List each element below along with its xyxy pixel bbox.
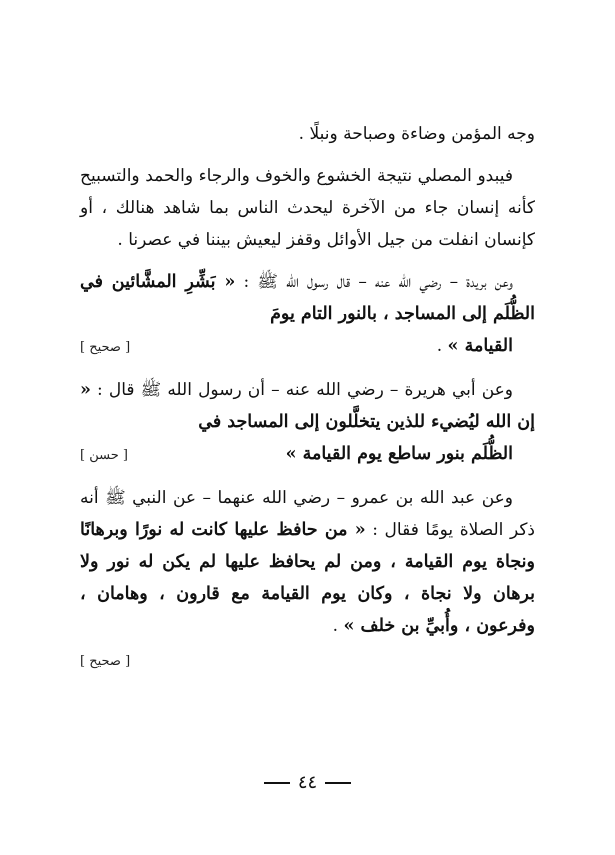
- grade-sahih-1: [ صحيح ]: [80, 340, 131, 355]
- hadith-buraydah-text-a: « بَشِّرِ المشَّائين في الظُّلَم إلى المساجد ، بالنور التام يومَ: [80, 272, 535, 324]
- grade-sahih-2: [ صحيح ]: [80, 654, 131, 669]
- paragraph-2-text: فيبدو المصلي نتيجة الخشوع والخوف والرجاء والحمد والتسبيح كأنه إنسان جاء من الآخرة ليحدث الناس بما شاهد هنالك ، أو كإنسان انفلت من جيل الأوائل وقفز ليعيش بيننا في عصرنا .: [80, 166, 535, 250]
- paragraph-1: [80, 118, 535, 150]
- hadith-abu-hurayrah-text-b: الظُّلَم بنور ساطع يوم القيامة »: [285, 444, 513, 464]
- paragraph-2: [80, 160, 535, 256]
- page-number-footer: [0, 772, 615, 793]
- hadith-abu-hurayrah-last-line: [80, 438, 535, 472]
- hadith-buraydah-last-line: [80, 330, 535, 364]
- hadith-abdullah-text: « من حافظ عليها كانت له نورًا وبرهانًا ونجاة يوم القيامة ، ومن لم يحافظ عليها لم يكن له نور ولا برهان ولا نجاة ، وكان يوم القيامة مع قارون ، وهامان ، وفرعون ، وأُبيِّ بن خلف »: [80, 520, 535, 636]
- hadith-abu-hurayrah-intro-b: قال :: [90, 380, 135, 400]
- hadith-buraydah-text-b: القيامة »: [447, 336, 513, 356]
- hadith-buraydah: [80, 266, 535, 364]
- hadith-buraydah-tail: [437, 330, 535, 362]
- folio-dash-left: [264, 782, 290, 784]
- hadith-abu-hurayrah-intro-a: وعن أبي هريرة – رضي الله عنه – أن رسول الله ﷺ: [140, 380, 514, 400]
- grade-hasan: [ حسن ]: [80, 448, 128, 463]
- page-number: ٤٤: [297, 772, 318, 793]
- hadith-buraydah-intro: وعن بريدة – رضي الله عنه – قال رسول الله ﷺ :: [243, 272, 513, 292]
- hadith-abu-hurayrah: [80, 374, 535, 472]
- body-text: [80, 118, 535, 688]
- hadith-abdullah-grade-line: [80, 644, 535, 678]
- hadith-abdullah-ibn-amr: [80, 482, 535, 678]
- hadith-abu-hurayrah-text-a: « إن الله ليُضيء للذين يتخلَّلون إلى المساجد في: [80, 380, 535, 432]
- paragraph-1-text: وجه المؤمن وضاءة وصباحة ونبلًا .: [298, 124, 535, 144]
- hadith-abdullah-intro: وعن عبد الله بن عمرو – رضي الله عنهما – عن النبي ﷺ أنه ذكر الصلاة يومًا فقال :: [80, 488, 535, 540]
- hadith-abdullah-end: .: [332, 616, 344, 636]
- folio-dash-right: [325, 782, 351, 784]
- hadith-buraydah-end: .: [436, 336, 448, 356]
